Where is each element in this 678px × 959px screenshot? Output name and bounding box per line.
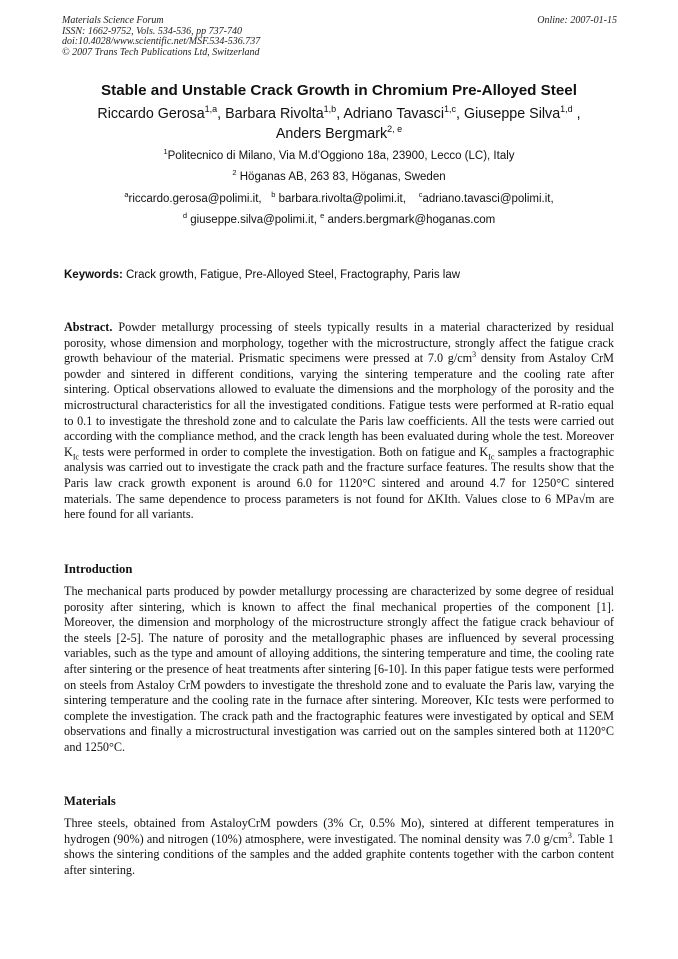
email-line-1 (0, 190, 678, 205)
journal-name: Materials Science Forum (62, 15, 164, 26)
abstract-text: Powder metallurgy processing of steels typically results in a material characterized by residual porosity, whose dimension and morphology, together with the microstructure, strongly affect the fatigue crack growth behaviour of the material. Prismatic specimens were pressed at 7.0 g/cm (64, 320, 615, 366)
author-sep: , (217, 106, 226, 122)
email-link[interactable]: adriano.tavasci@polimi.it, (422, 193, 554, 205)
affiliation-text: Politecnico di Milano, Via M.d’Oggiono 18a, 23900, Lecco (LC), Italy (167, 150, 515, 162)
author-list (40, 104, 638, 144)
materials-heading: Materials (64, 794, 116, 808)
superscript: 3 (567, 830, 572, 840)
introduction-paragraph: The mechanical parts produced by powder metallurgy processing are characterized by some degree of residual porosity after sintering, which is known to affect the final mechanical properties of the component [1]. Moreover, the dimension and morphology of the microstructure strongly affect the fatigue crack behaviour of the steels [2-5]. The nature of porosity and the metallographic phases are influenced by several processing variables, such as the type and amount of alloying additions, the sintering temperature and time, the cooling rate after sintering or the presence of heat treatments after sintering [6-10]. In this paper fatigue tests were performed on steels from Astaloy CrM powders to investigate the threshold zone and to evaluate the Paris law, varying the sintering temperature and the cooling rate in the furnace after sintering. Moreover, KIc tests were performed to complete the investigation. The crack path and the fractographic features were investigated by optical and SEM observations and finally a microstructural investigation was carried out on the samples sintered both at 1120°C and 1250°C. (64, 584, 614, 754)
issn-line: ISSN: 1662-9752, Vols. 534-536, pp 737-740 (62, 25, 242, 37)
author-name: Anders Bergmark (275, 126, 388, 142)
author-sep: , (572, 106, 581, 122)
author-name: Adriano Tavasci (343, 106, 445, 122)
author-sep: , (336, 106, 344, 122)
author-sup: 2, e (387, 124, 403, 135)
keywords-text: Crack growth, Fatigue, Pre-Alloyed Steel, Fractography, Paris law (126, 269, 461, 281)
subscript: Ic (72, 452, 80, 462)
abstract-text: samples a fractographic analysis was carried out to investigate the crack path and the fracture surface features. The results show that the Paris law crack growth exponent is around 6.0 for 1120°C sintered and around 4.7 for 1250°C sintered materials. The same dependence to process parameters is not found for ΔKIth. Values close to 6 MPa√m are here found for all variants. (64, 444, 615, 522)
email-link[interactable]: riccardo.gerosa@polimi.it, (128, 193, 262, 205)
email-sup: c (418, 190, 423, 200)
materials-text: Three steels, obtained from AstaloyCrM powders (3% Cr, 0.5% Mo), sintered at different temperatures in hydrogen (90%) and nitrogen (10%) atmosphere, were investigated. The nominal density was 7.0 g/cm (64, 816, 614, 846)
keywords (64, 269, 624, 281)
email-sup: a (124, 190, 129, 200)
journal-header (62, 16, 260, 58)
keywords-label: Keywords: (64, 269, 123, 281)
copyright-line: © 2007 Trans Tech Publications Ltd, Switzerland (62, 46, 260, 58)
email-link[interactable]: giuseppe.silva@polimi.it, (190, 214, 317, 226)
materials-paragraph (64, 816, 614, 878)
doi-line: doi:10.4028/www.scientific.net/MSF.534-536.737 (62, 36, 261, 48)
abstract-label: Abstract. (64, 320, 113, 334)
author-name: Giuseppe Silva (463, 106, 561, 122)
author-name: Barbara Rivolta (225, 106, 324, 122)
abstract-paragraph (64, 320, 614, 523)
subscript: Ic (488, 452, 495, 462)
affiliation-sup: 2 (232, 168, 237, 178)
affiliation-text: Höganas AB, 263 83, Höganas, Sweden (239, 171, 446, 183)
paper-title: Stable and Unstable Crack Growth in Chromium Pre-Alloyed Steel (101, 82, 577, 99)
email-sup: e (320, 211, 325, 221)
author-sup: 1,b (323, 104, 337, 115)
author-sup: 1,c (444, 104, 457, 115)
abstract-text: density from Astaloy CrM powder and sintered in different conditions, varying the sintering temperature and the cooling rate after sintering. Optical observations allowed to evaluate the dimensions and the morphology of the porosity and the microstructural characteristics for all the investigated conditions. Fatigue tests were performed at R-ratio equal to 0.1 to investigate the threshold zone and to calculate the Paris law coefficients. All the tests were carried out according with the compliance method, and the crack length has been evaluated during whole the test. Moreover K (64, 351, 614, 459)
email-line-2 (0, 211, 678, 226)
introduction-heading: Introduction (64, 562, 133, 576)
online-date: Online: 2007-01-15 (537, 15, 617, 26)
email-link[interactable]: anders.bergmark@hoganas.com (327, 214, 496, 226)
abstract-text: tests were performed in order to complete the investigation. Both on fatigue and K (82, 444, 489, 459)
email-link[interactable]: barbara.rivolta@polimi.it, (278, 193, 406, 205)
author-sup: 1,a (204, 104, 218, 115)
affiliation-1 (0, 147, 678, 162)
superscript: 3 (472, 350, 477, 360)
affiliation-2 (0, 168, 678, 183)
email-sup: b (271, 190, 276, 200)
email-sup: d (182, 211, 187, 221)
materials-text: . Table 1 shows the sintering conditions of the samples and the added graphite contents together with the carbon content after sintering. (64, 831, 614, 877)
author-sep: , (456, 106, 464, 122)
author-sup: 1,d (560, 104, 573, 115)
affiliation-sup: 1 (163, 147, 168, 157)
author-name: Riccardo Gerosa (97, 106, 205, 122)
